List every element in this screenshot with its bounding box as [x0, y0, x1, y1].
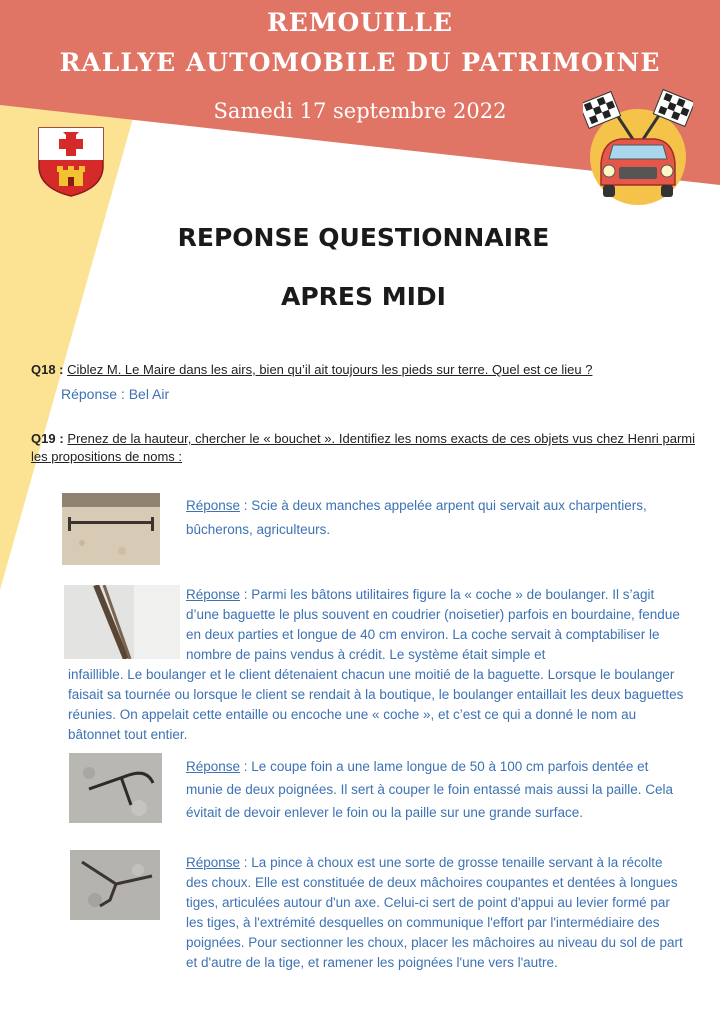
header-town: REMOUILLE	[267, 8, 453, 37]
page-title: REPONSE QUESTIONNAIRE	[177, 223, 550, 252]
answer-18: Réponse : Bel Air	[61, 386, 170, 402]
pince-a-choux-photo	[70, 850, 160, 920]
answer-19-3	[186, 755, 686, 824]
saw-photo	[62, 493, 160, 565]
answer-text: : Scie à deux manches appelée arpent qui servait aux charpentiers, bûcherons, agriculteurs.	[186, 498, 647, 537]
answer-text: : Parmi les bâtons utilitaires figure la « coche » de boulanger. Il s’agit d’une baguette le plus souvent en coudrier (noisetier) parfois en bourdaine, fendue en deux parties et longue de 40 cm environ. La coche servait à comptabiliser le nombre de pains vendus à crédit. Le système était simple et	[186, 587, 680, 662]
answer-19-2-bottom: infaillible. Le boulanger et le client détenaient chacun une moitié de la baguette. Lorsque le boulanger faisait sa tournée ou lorsque le client se rendait à la boutique, le boulanger entaillait les deux baguettes réunies. On appelait cette entaille ou encoche une « coche », et c’est ce qui a donné le nom au bâtonnet tout entier.	[68, 667, 684, 742]
answer-19-2-top	[186, 585, 686, 665]
answer-label: Réponse	[186, 759, 241, 774]
question-label: Q19 :	[31, 431, 64, 446]
answer-label: Réponse	[186, 587, 241, 602]
question-18	[31, 361, 671, 379]
question-19	[31, 430, 695, 466]
answer-19-4	[186, 853, 686, 973]
header-event-name: RALLYE AUTOMOBILE DU PATRIMOINE	[59, 48, 661, 77]
rally-car-flags-icon	[583, 85, 693, 210]
question-label: Q18 :	[31, 362, 64, 377]
answer-19-1	[186, 494, 686, 542]
coat-of-arms-icon	[37, 126, 105, 198]
header-date: Samedi 17 septembre 2022	[213, 99, 507, 123]
coche-photo	[64, 585, 180, 659]
question-text: Prenez de la hauteur, chercher le « bouchet ». Identifiez les noms exacts de ces objets vus chez Henri parmi les propositions de noms :	[31, 431, 695, 464]
question-text: Ciblez M. Le Maire dans les airs, bien qu’il ait toujours les pieds sur terre. Quel est ce lieu ?	[67, 362, 593, 377]
answer-text: : La pince à choux est une sorte de grosse tenaille servant à la récolte des choux. Elle est constituée de deux mâchoires coupantes et dentées à longues tiges, articulées autour d'un axe. Celui-ci sert de point d'appui au levier formé par les tiges, à l'extrémité desquelles on communique l'effort par l'intermédiaire des poignées. Pour sectionner les choux, placer les mâchoires au niveau du sol de part et d'autre de la tige, et ramener les poignées l'une vers l'autre.	[186, 855, 683, 970]
coupe-foin-photo	[69, 753, 162, 823]
answer-label: Réponse	[186, 855, 241, 870]
answer-label: Réponse	[186, 498, 241, 513]
answer-text: : Le coupe foin a une lame longue de 50 à 100 cm parfois dentée et munie de deux poignées. Il sert à couper le foin entassé mais aussi la paille. Cela évitait de devoir enlever le foin ou la paille sur une grande surface.	[186, 759, 674, 820]
page-subtitle: APRES MIDI	[281, 282, 446, 311]
